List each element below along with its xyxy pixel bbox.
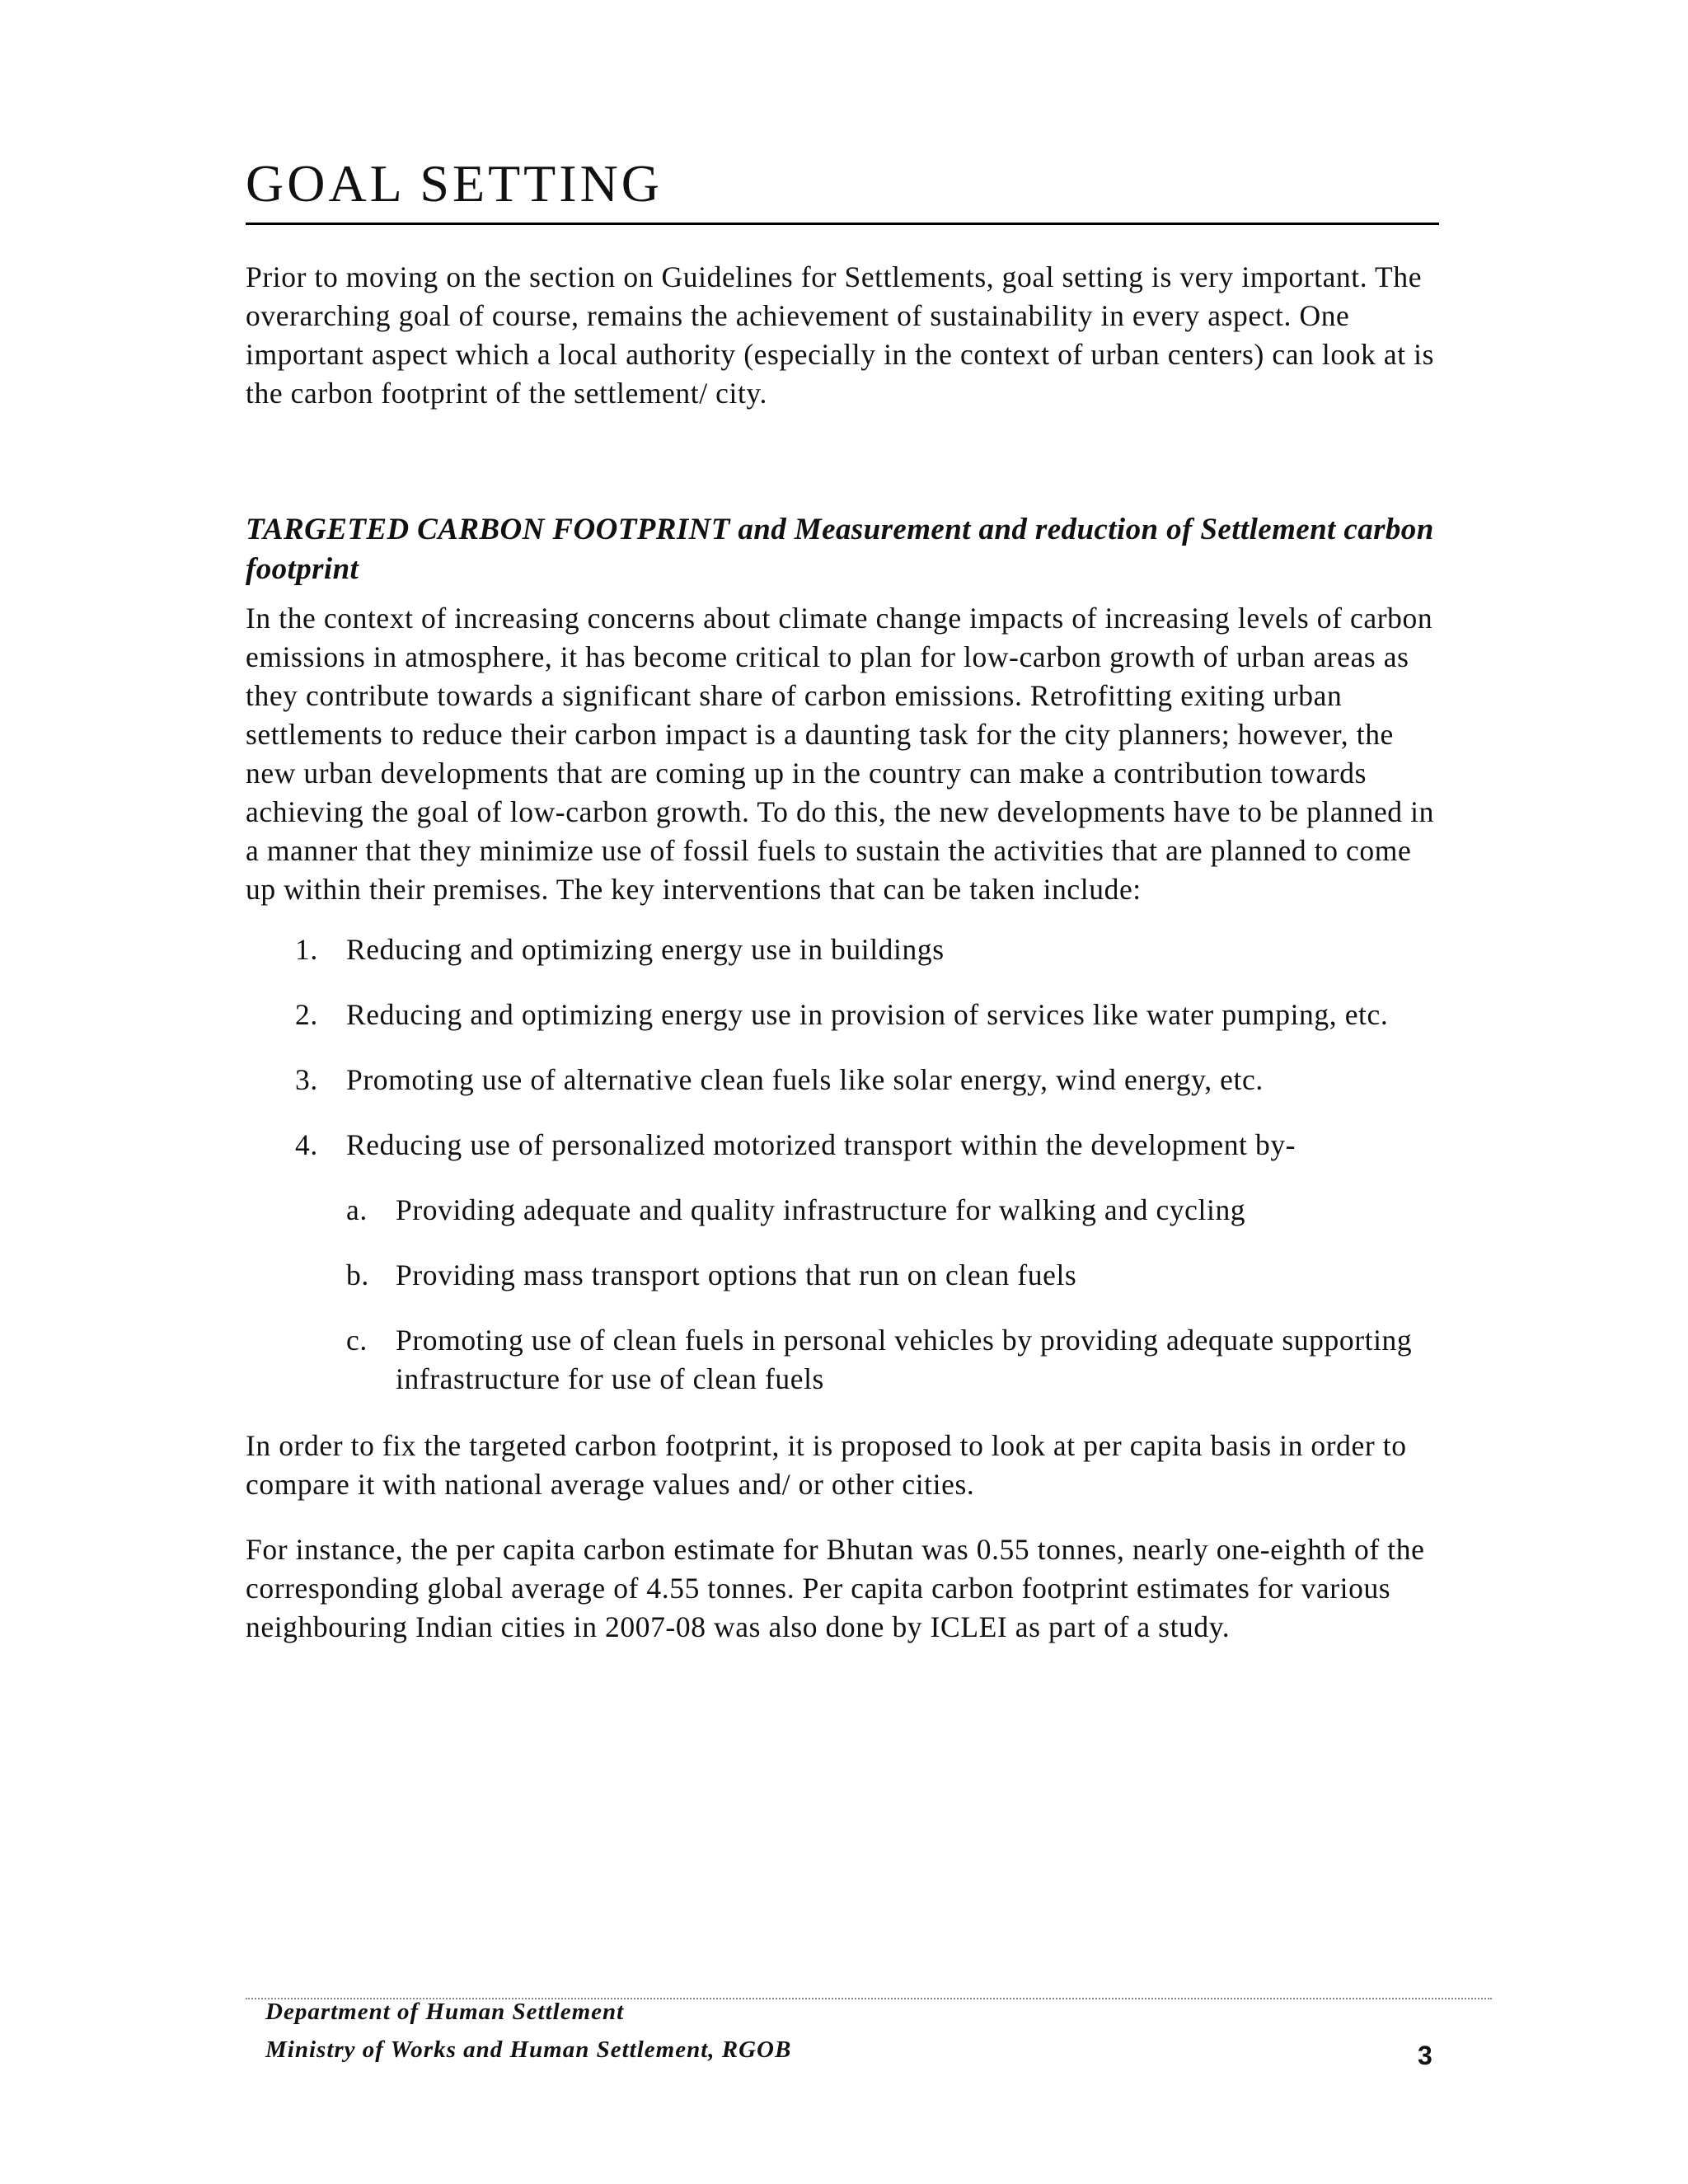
sublist-item (346, 1321, 1449, 1399)
title-underline (246, 223, 1439, 225)
list-item-number: 1. (295, 933, 318, 966)
section-heading: TARGETED CARBON FOOTPRINT and Measurement and reduction of Settlement carbon footprint (246, 513, 1434, 586)
sublist-item-text: Promoting use of clean fuels in personal vehicles by providing adequate supporting infrastructure for use of clean fuels (396, 1324, 1413, 1395)
interventions-list (246, 930, 1449, 1399)
list-item (246, 1126, 1449, 1399)
context-paragraph: In the context of increasing concerns about climate change impacts of increasing levels of carbon emissions in atmosphere, it has become critical to plan for low-carbon growth of urban areas as they contribute towards a significant share of carbon emissions. Retrofitting exiting urban settlements to reduce their carbon impact is a daunting task for the city planners; however, the new urban developments that are coming up in the country can make a contribution towards achieving the goal of low-carbon growth. To do this, the new developments have to be planned in a manner that they minimize use of fossil fuels to sustain the activities that are planned to come up within their premises. The key interventions that can be taken include: (246, 602, 1434, 906)
page-title: GOAL SETTING (246, 154, 663, 213)
intro-paragraph: Prior to moving on the section on Guidelines for Settlements, goal setting is very important. The overarching goal of course, remains the achievement of sustainability in every aspect. One important aspect which a local authority (especially in the context of urban centers) can look at is the carbon footprint of the settlement/ city. (246, 260, 1435, 410)
list-item (246, 1061, 1449, 1099)
footer-department: Department of Human Settlement (265, 1999, 625, 2025)
list-item-text: Reducing use of personalized motorized transport within the development by- (346, 1128, 1296, 1161)
list-item-number: 2. (295, 998, 318, 1031)
list-item-text: Reducing and optimizing energy use in buildings (346, 933, 945, 966)
list-item-text: Reducing and optimizing energy use in provision of services like water pumping, etc. (346, 998, 1389, 1031)
per-capita-paragraph: In order to fix the targeted carbon footprint, it is proposed to look at per capita basis in order to compare it with national average values and/ or other cities. (246, 1429, 1407, 1501)
page-number: 3 (1418, 2041, 1432, 2070)
list-item (246, 996, 1449, 1034)
sublist-item (346, 1191, 1449, 1230)
sublist-item (346, 1256, 1449, 1295)
transport-sublist (346, 1191, 1449, 1399)
list-item (246, 930, 1449, 969)
list-item-number: 4. (295, 1128, 318, 1161)
page-content (246, 148, 1449, 1647)
list-item-text: Promoting use of alternative clean fuels like solar energy, wind energy, etc. (346, 1063, 1264, 1096)
sublist-item-letter: a. (346, 1193, 368, 1226)
sublist-item-text: Providing adequate and quality infrastructure for walking and cycling (396, 1193, 1246, 1226)
sublist-item-letter: b. (346, 1258, 369, 1291)
bhutan-estimate-paragraph: For instance, the per capita carbon estimate for Bhutan was 0.55 tonnes, nearly one-eighth of the corresponding global average of 4.55 tonnes. Per capita carbon footprint estimates for various neighbouring Indian cities in 2007-08 was also done by ICLEI as part of a study. (246, 1533, 1425, 1643)
sublist-item-letter: c. (346, 1324, 368, 1357)
list-item-number: 3. (295, 1063, 318, 1096)
sublist-item-text: Providing mass transport options that run on clean fuels (396, 1258, 1077, 1291)
footer-ministry: Ministry of Works and Human Settlement, RGOB (265, 2036, 792, 2063)
